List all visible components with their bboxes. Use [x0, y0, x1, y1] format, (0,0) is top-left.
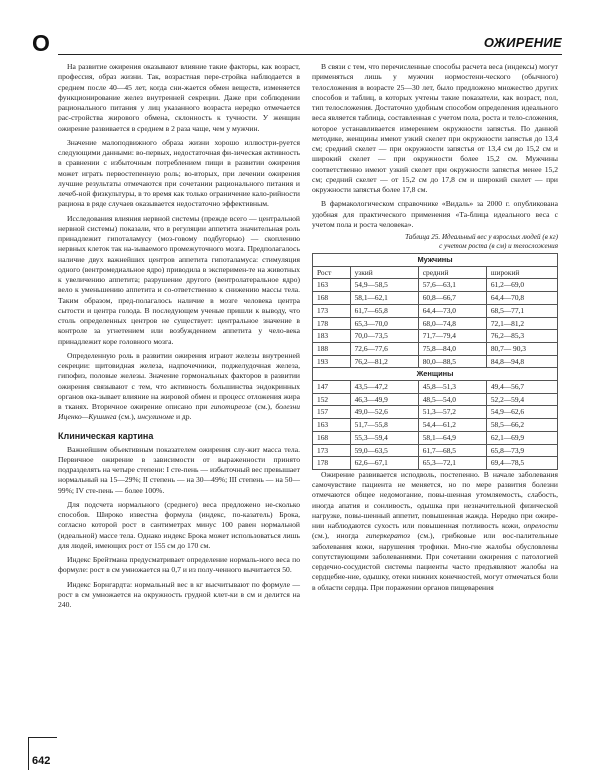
table-cell: 64,4—70,8: [486, 292, 557, 305]
table-cell: 64,4—73,0: [418, 304, 486, 317]
table-cell: 57,6—63,1: [418, 279, 486, 292]
table-body: [313, 254, 558, 470]
table-cell: 61,7—68,5: [418, 444, 486, 457]
men-group-label: Мужчины: [313, 254, 558, 267]
table-cell: 76,2—85,3: [486, 330, 557, 343]
text-run: и др.: [174, 412, 192, 422]
paragraph: Исследования влияния нервной системы (прежде всего — центральной нервной системы) показали, что в регуляции аппетита значительная роль принадлежит гипоталамусу (моз-говому подбугорью) — скоплению нервных клеток так на-зываемого промежуточного мозга. Предполагалось наличие двух важнейших центров аппетита гипоталамуса: стимуляция одного (вентромедиальное ядро) приводила в эксперимен-те на животных к увеличению аппетита; разрушение другого (вентролатеральное ядро) вело к уменьшению аппетита и со-ответственно к снижению массы тела. Таким образом, пред-полагалось наличие в мозге человека центра сытости и центра голода. В последующем ученые пришли к выводу, что столь определенных центров не существует: центральное значение в контроле за угнетением или возбуждением аппетита у чело-века принадлежит коре головного мозга.: [58, 213, 300, 346]
table-cell: 51,7—55,8: [350, 419, 418, 432]
table-group-row: [313, 254, 558, 267]
table-cell: 147: [313, 381, 351, 394]
table-cell: 61,2—69,0: [486, 279, 557, 292]
women-group-label: Женщины: [313, 368, 558, 381]
paragraph: В связи с тем, что перечисленные способы расчета веса (индексы) могут применяться лишь у мужчин нормостени-ческого (обычного) телосложения в возрасте 25—30 лет, было предложено множество других способов и таблиц, в которых учтены такие показатели, как возраст, пол, тип телосложения. Достаточно удобным способом определения идеального веса является таблица, составленная с учетом пола, роста и тело-сложения, которое устанавливается измерением окружности запястья. По данной методике, женщины имеют узкий скелет при окружности запястья до 13,4 см; средний скелет — при окружности запястья от 13,4 см до 15,2 см и широкий скелет — при окружности более 15,2 см. Мужчины соответственно имеют узкий скелет при окружности запястья менее 15,2 см; средний скелет — от 15,2 см до 17,8 см и широкий скелет — при окружности запястья более 17,8 см.: [312, 62, 558, 194]
table-cell: 173: [313, 444, 351, 457]
table-cell: 65,8—73,9: [486, 444, 557, 457]
column-header: Рост: [313, 266, 351, 279]
left-column: [58, 62, 300, 610]
table-row: [313, 431, 558, 444]
table-cell: 58,1—62,1: [350, 292, 418, 305]
section-heading: Клиническая картина: [58, 430, 154, 441]
table-row: [313, 406, 558, 419]
table-cell: 49,4—56,7: [486, 381, 557, 394]
table-cell: 54,9—62,6: [486, 406, 557, 419]
text-run: (см.),: [116, 412, 138, 422]
table-cell: 80,7— 90,3: [486, 342, 557, 355]
text-run: Ожирение развивается исподволь, постепенно. В начале заболевания самочувствие пациента не меняется, но по мере развития болезни отмечаются общее недомогание, повы-шенная утомляемость, слабость, иногда апатия и сонливость, одышка при незначительной физической нагрузке, повы-шенный аппетит, повышенная жажда. Нередко при ожире-нии наблюдаются сухость или повышенная потливость кожи,: [312, 469, 558, 531]
table-row: [313, 393, 558, 406]
table-cell: 62,6—67,1: [350, 457, 418, 470]
table-cell: 69,4—78,5: [486, 457, 557, 470]
text-run: Определенную роль в развитии ожирения играют железы внутренней секреции: щитовидная железа, надпочечники, поджелудочная железа, гипофиз, половые железы. Значение гормональных факторов в развитии ожирения связывают с тем, что активность большинства эндокринных органов ока-зывает влияние на жировой обмен и процесс отложения жира в тканях. Вторичное ожирение описано при: [58, 350, 300, 411]
cross-reference: инсулиноме: [137, 412, 175, 422]
table-cell: 52,2—59,4: [486, 393, 557, 406]
table-cell: 59,0—63,5: [350, 444, 418, 457]
table-cell: 46,3—49,9: [350, 393, 418, 406]
table-cell: 168: [313, 292, 351, 305]
table-caption-line: Таблица 25. Идеальный вес у взрослых людей (в кг): [405, 233, 558, 241]
table-cell: 61,7—65,8: [350, 304, 418, 317]
paragraph: В фармакологическом справочнике «Видаль» за 2000 г. опубликована удобная для практического применения «Та-блица идеального веса с учетом пола и роста человека».: [312, 199, 558, 229]
table-cell: 45,8—51,3: [418, 381, 486, 394]
table-caption: [312, 233, 558, 251]
table-row: [313, 381, 558, 394]
table-cell: 72,1—81,2: [486, 317, 557, 330]
table-group-row: [313, 368, 558, 381]
table-cell: 71,7—79,4: [418, 330, 486, 343]
table-cell: 183: [313, 330, 351, 343]
table-cell: 65,3—70,0: [350, 317, 418, 330]
table-cell: 76,2—81,2: [350, 355, 418, 368]
table-cell: 178: [313, 317, 351, 330]
table-row: [313, 457, 558, 470]
page-number: 642: [32, 755, 51, 767]
table-cell: 75,8—84,0: [418, 342, 486, 355]
table-cell: 84,8—94,8: [486, 355, 557, 368]
table-cell: 54,4—61,2: [418, 419, 486, 432]
paragraph: [312, 470, 558, 593]
table-cell: 152: [313, 393, 351, 406]
table-cell: 48,5—54,0: [418, 393, 486, 406]
table-cell: 168: [313, 431, 351, 444]
table-cell: 51,3—57,2: [418, 406, 486, 419]
cross-reference: болезни Иценко—Кушинга: [58, 402, 301, 422]
table-cell: 54,9—58,5: [350, 279, 418, 292]
cross-reference: гиперкератоз: [365, 531, 411, 541]
section-letter: О: [32, 30, 50, 56]
paragraph: Индекс Брейтмана предусматривает определение нормаль-ного веса по формуле: рост в см умножается на 0,7 и из полу-ченного вычитается 50.: [58, 555, 300, 575]
table-cell: 188: [313, 342, 351, 355]
table-cell: 60,8—66,7: [418, 292, 486, 305]
table-cell: 178: [313, 457, 351, 470]
table-cell: 173: [313, 304, 351, 317]
table-header-row: [313, 266, 558, 279]
table-cell: 58,5—66,2: [486, 419, 557, 432]
table-row: [313, 419, 558, 432]
table-cell: 49,0—52,6: [350, 406, 418, 419]
table-cell: 58,1—64,9: [418, 431, 486, 444]
paragraph: На развитие ожирения оказывают влияние такие факторы, как возраст, профессия, образ жизни. Так, возрастная пере-стройка наблюдается в среднем после 40—45 лет, когда сни-жается обмен веществ, изменяется функционирование желез внутренней секреции. Даже при соблюдении рационального питания у лиц указанного возраста нередко отмечается рас-стройства жирового обмена, склонность к тучности. У женщин ожирение развивается в среднем в 2 раза чаще, чем у мужчин.: [58, 62, 300, 133]
paragraph: Важнейшим объективным показателем ожирения слу-жит масса тела. Первичное ожирение в зависимости от выраженности принято подразделять на четыре степени: I сте-пень — избыточный вес превышает нормальный на 15—29%; II степень — на 30—49%; III степень — на 50—99%; IV сте-пень — более 100%.: [58, 444, 300, 495]
table-row: [313, 292, 558, 305]
table-row: [313, 330, 558, 343]
header-rule: [58, 54, 562, 55]
table-cell: 68,0—74,8: [418, 317, 486, 330]
table-caption-line: с учетом роста (в см) и телосложения: [439, 242, 558, 250]
paragraph: Значение малоподвижного образа жизни хорошо иллюстри-руется следующими данными: во-первых, недостаточная фи-зическая активность в сравнении с избыточным потреблением пищи в развитии ожирения может играть первостепенную роль; во-вторых, при лечении ожирения лучшие результаты отмечаются при сочетании рационального питания и лечеб-ной физкультуры, в то время как только ограничение кало-рийности рациона в ряде случаев оказывается недостаточно эффективным.: [58, 137, 300, 209]
table-cell: 70,0—73,5: [350, 330, 418, 343]
table-cell: 43,5—47,2: [350, 381, 418, 394]
table-row: [313, 342, 558, 355]
table-cell: 68,5—77,1: [486, 304, 557, 317]
column-header: широкий: [486, 266, 557, 279]
paragraph: [58, 351, 300, 423]
text-run: (см.), иногда: [312, 531, 366, 541]
table-row: [313, 444, 558, 457]
text-run: (см.),: [251, 402, 276, 411]
table-cell: 62,1—69,9: [486, 431, 557, 444]
cross-reference: опрелости: [523, 521, 558, 531]
cross-reference: гипотиреозе: [210, 402, 252, 411]
table-cell: 80,0—88,5: [418, 355, 486, 368]
table-cell: 55,3—59,4: [350, 431, 418, 444]
ideal-weight-table: [312, 253, 558, 470]
table-cell: 157: [313, 406, 351, 419]
text-run: (см.), грибковые или вос-палительные заболевания кожи, нарушения трофики. Мно-гие жалобы обусловлены сопутствующими заболеваниями. При сочетании ожирения с патологией сердечно-сосудистой системы пациенты часто предъявляют жалобы на сердцебие-ние, одышку, отеки нижних конечностей, могут отмечаться боли в области сердца. При поражении органов пищеварения: [312, 531, 558, 592]
table-cell: 65,3—72,1: [418, 457, 486, 470]
table-row: [313, 317, 558, 330]
running-title: ОЖИРЕНИЕ: [483, 35, 562, 50]
table-cell: 163: [313, 419, 351, 432]
paragraph: Индекс Борнгардта: нормальный вес в кг высчитывают по формуле — рост в см умножается на окружность грудной клет-ки в см и делится на 240.: [58, 579, 300, 609]
column-header: средний: [418, 266, 486, 279]
right-column: [312, 62, 558, 593]
paragraph: Для подсчета нормального (среднего) веса предложено не-сколько способов. Широко известна формула (индекс, по-казатель) Брока, согласно которой рост в сантиметрах минус 100 равен нормальной (идеальной) массе тела. Однако индекс Брока может использоваться лишь для людей, имеющих рост от 155 см до 170 см.: [58, 499, 300, 550]
column-header: узкий: [350, 266, 418, 279]
table-cell: 193: [313, 355, 351, 368]
table-row: [313, 355, 558, 368]
table-cell: 72,6—77,6: [350, 342, 418, 355]
table-row: [313, 304, 558, 317]
table-cell: 163: [313, 279, 351, 292]
table-row: [313, 279, 558, 292]
